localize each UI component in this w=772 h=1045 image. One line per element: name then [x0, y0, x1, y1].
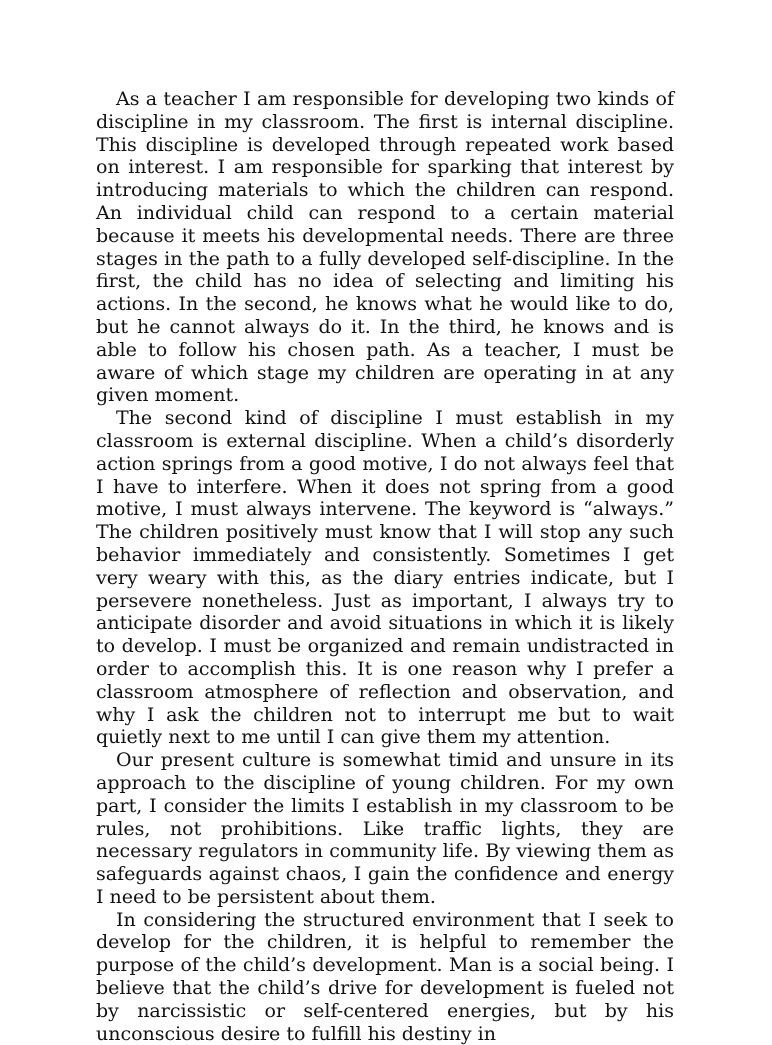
document-page — [96, 88, 674, 1045]
paragraph-structured-environment: In considering the structured environment that I seek to develop for the children, it is helpful to remember the purpose of the child’s development. Man is a social being. I believe that the child’s drive for development is fueled not by narcissistic or self-centered energies, but by his unconscious desire to fulfill his destiny in — [96, 908, 674, 1045]
paragraph-internal-discipline: As a teacher I am responsible for developing two kinds of discipline in my classroom. The first is internal discipline. This discipline is developed through repeated work based on interest. I am responsible for sparking that interest by introducing materials to which the children can respond. An individual child can respond to a certain material because it meets his developmental needs. There are three stages in the path to a fully developed self-discipline. In the first, the child has no idea of selecting and limiting his actions. In the second, he knows what he would like to do, but he cannot always do it. In the third, he knows and is able to follow his chosen path. As a teacher, I must be aware of which stage my children are operating in at any given moment. — [96, 88, 674, 407]
paragraph-culture-limits: Our present culture is somewhat timid and unsure in its approach to the discipline of young children. For my own part, I consider the limits I establish in my classroom to be rules, not prohibitions. Like traffic lights, they are necessary regulators in community life. By viewing them as safeguards against chaos, I gain the confidence and energy I need to be persistent about them. — [96, 749, 674, 908]
paragraph-external-discipline: The second kind of discipline I must establish in my classroom is external discipline. When a child’s disorderly action springs from a good motive, I do not always feel that I have to interfere. When it does not spring from a good motive, I must always intervene. The keyword is “always.” The children positively must know that I will stop any such behavior immediately and consistently. Sometimes I get very weary with this, as the diary entries indicate, but I persevere nonetheless. Just as important, I always try to anticipate disorder and avoid situations in which it is likely to develop. I must be organized and remain undistracted in order to accomplish this. It is one reason why I prefer a classroom atmosphere of reflection and observation, and why I ask the children not to interrupt me but to wait quietly next to me until I can give them my attention. — [96, 407, 674, 749]
